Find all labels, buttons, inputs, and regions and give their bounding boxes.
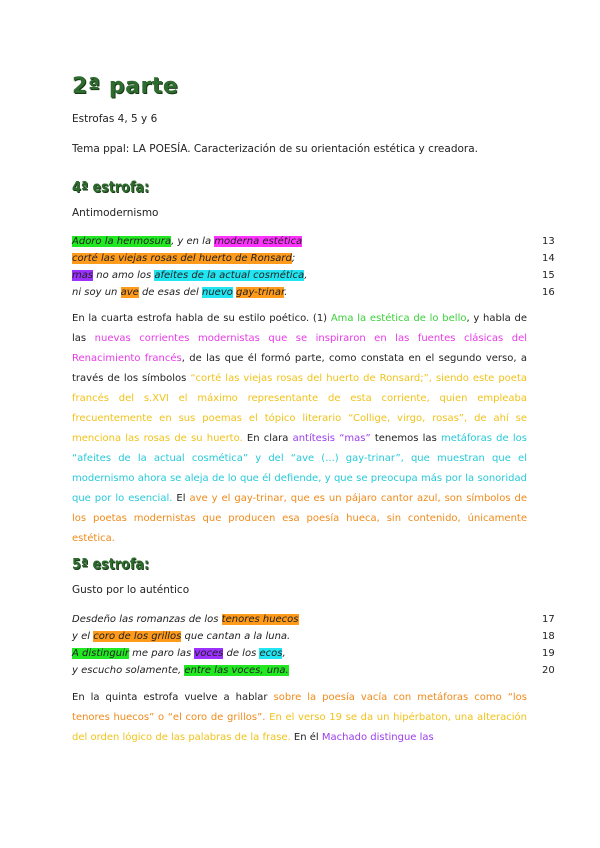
tema-line: Tema ppal: LA POESÍA. Caracterización de su orientación estética y creadora. (72, 143, 479, 155)
verse-16 (72, 287, 555, 298)
verse-text: no amo los (93, 270, 155, 281)
verse-text: moderna estética (214, 236, 303, 247)
section-5-paragraph (72, 688, 527, 748)
verse-text: . (284, 287, 288, 298)
verse-text: corté las viejas rosas del huerto de Ronsard (72, 253, 292, 264)
page-title: 2ª parte (72, 74, 179, 99)
verse-text: coro de los grillos (93, 631, 182, 642)
verse-number: 17 (542, 614, 555, 625)
verse-text: de los (223, 648, 260, 659)
verse-number: 19 (542, 648, 555, 659)
verse-text: Desdeño las romanzas de los (72, 614, 222, 625)
verse-20 (72, 665, 555, 676)
verse-number: 14 (542, 253, 555, 264)
section-5-subtitle: Gusto por lo auténtico (72, 584, 190, 596)
verse-text: entre las voces, una. (184, 665, 289, 676)
para-text: Machado distingue las (321, 732, 434, 743)
verse-text: , (282, 648, 286, 659)
verse-text: ecos (259, 648, 283, 659)
verse-text: mas (72, 270, 94, 281)
para-text: El (172, 493, 190, 504)
verse-19 (72, 648, 555, 659)
verse-number: 18 (542, 631, 555, 642)
verse-text: ave (120, 287, 139, 298)
para-text: metáforas de los “afeites de la actual cosmética” y del “ave (...) gay-trinar” (72, 433, 527, 464)
verse-number: 20 (542, 665, 555, 676)
para-text: tenemos las (370, 433, 441, 444)
para-text: , y habla de las (72, 313, 527, 344)
verse-text: que cantan a la luna. (181, 631, 291, 642)
para-text: antítesis (292, 433, 336, 444)
para-text: En el verso 19 se da un hipérbaton, una alteración del orden lógico de las palabras de la frase. (72, 712, 527, 743)
verse-text: ni soy un (72, 287, 121, 298)
verse-text: afeites de la actual cosmética (154, 270, 305, 281)
para-text: En la quinta estrofa vuelve a hablar (72, 692, 274, 703)
para-text: En él (290, 732, 322, 743)
section-4-heading: 4ª estrofa: (72, 178, 150, 196)
para-text: , que es un pájaro cantor azul, son símbolos de los poetas modernistas que producen esa poesía hueca, sin contenido, únicamente estética. (72, 493, 527, 544)
verse-number: 16 (542, 287, 555, 298)
verse-17 (72, 614, 555, 625)
estrofas-line: Estrofas 4, 5 y 6 (72, 113, 158, 125)
verse-text: , (304, 270, 308, 281)
verse-text: voces (194, 648, 224, 659)
verse-text: nuevo (201, 287, 233, 298)
para-text: “corté las viejas rosas del huerto de Ronsard;”, siendo este poeta francés del s.XVI el máximo representante de esta corriente, quien empleaba frecuentemente en sus poemas el tópico literario “Collige, virgo, rosas”, de ahí se menciona las rosas de su huerto. (72, 373, 527, 444)
verse-text: ; (291, 253, 296, 264)
para-text: En clara (242, 433, 293, 444)
section-5-heading: 5ª estrofa: (72, 555, 150, 573)
verse-15 (72, 270, 555, 281)
para-text: , de las que él formó parte, como constata en el segundo verso, a través de los símbolos (72, 353, 527, 384)
verse-text: y el (72, 631, 94, 642)
verse-text: y escucho solamente, (72, 665, 185, 676)
verse-text: de esas del (138, 287, 202, 298)
verse-number: 15 (542, 270, 555, 281)
para-text: ave y el gay-trinar (189, 493, 284, 504)
verse-14 (72, 253, 555, 264)
para-text: , que muestran que el modernismo ahora se aleja de lo que él defiende, y que se preocupa más por la sonoridad que por lo esencial. (72, 453, 527, 504)
section-4-subtitle: Antimodernismo (72, 207, 159, 219)
para-text: En la cuarta estrofa habla de su estilo poético. (1) (72, 313, 331, 324)
para-text: Ama la estética de lo bello (330, 313, 467, 324)
verse-18 (72, 631, 555, 642)
verse-text: gay-trinar (236, 287, 285, 298)
verse-text: Adoro la hermosura (72, 236, 172, 247)
para-text: “mas” (339, 433, 371, 444)
verse-text: me paro las (128, 648, 195, 659)
verse-text: , y en la (171, 236, 215, 247)
para-text: sobre la poesía vacía con metáforas como “los tenores huecos” o “el coro de grillos”. (72, 692, 528, 723)
verse-text: tenores huecos (221, 614, 299, 625)
section-4-paragraph (72, 309, 527, 549)
verse-number: 13 (542, 236, 555, 247)
verse-13 (72, 236, 555, 247)
para-text: nuevas corrientes modernistas que se inspiraron en las fuentes clásicas del Renacimiento francés (72, 333, 527, 364)
verse-text: A distinguir (72, 648, 129, 659)
